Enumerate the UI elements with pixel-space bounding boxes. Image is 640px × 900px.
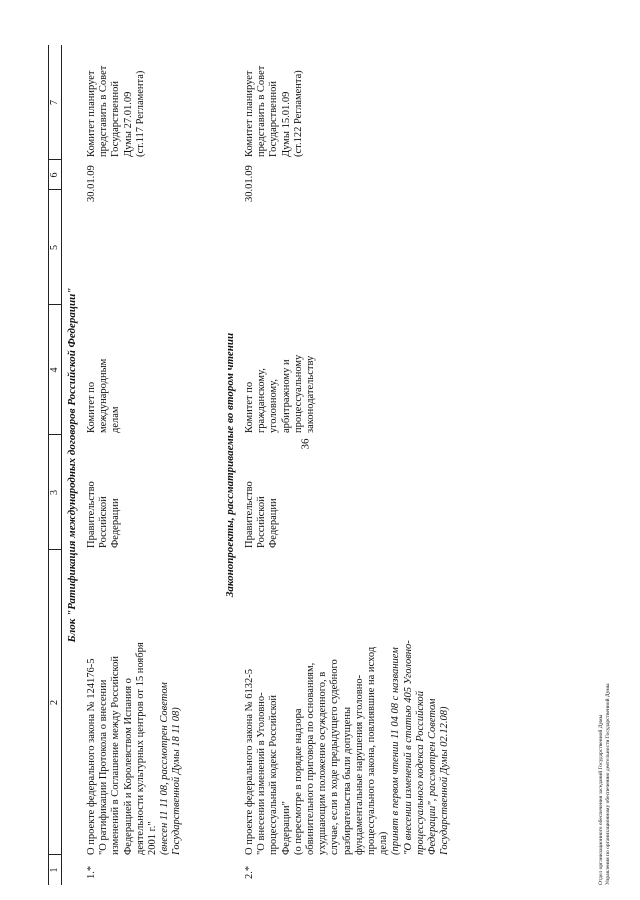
footer-line: Отдел организационного обеспечения заседаний Государственной Думы xyxy=(598,714,604,885)
initiator-line: Федерации xyxy=(110,498,122,548)
block-title-ratification: Блок "Ратификация международных договоров Российской Федерации" xyxy=(66,287,78,643)
committee-line: гражданскому, xyxy=(256,368,268,433)
bill-line: процессуальный кодекс Российской xyxy=(268,694,280,855)
header-col-1: 1 xyxy=(49,867,60,873)
status-line: Комитет планирует xyxy=(86,70,97,157)
header-col-6: 6 xyxy=(49,172,60,178)
block-title-second-reading: Законопроекты, рассматриваемые во втором чтении xyxy=(224,332,236,598)
committee-line: международным xyxy=(98,358,110,433)
status-note xyxy=(244,45,305,157)
bill-note-line: Федерации", рассмотрен Советом xyxy=(427,698,439,855)
bill-line: ухудшающим положение осужденного, в xyxy=(317,671,329,855)
committee-line: уголовному, xyxy=(268,379,280,433)
header-col-5: 5 xyxy=(49,245,60,250)
committee-line: арбитражному и xyxy=(280,359,292,433)
bill-note-line: процессуального кодекса Российской xyxy=(414,690,426,855)
responsible-committee xyxy=(244,307,317,433)
initiator xyxy=(86,436,123,548)
bill-note-line: (внесен 11 11 08, рассмотрен Советом xyxy=(159,682,171,855)
table-header-row xyxy=(48,45,62,885)
bill-line: О проекте федерального закона № 6132-5 xyxy=(244,668,255,855)
bill-note-line: (принят в первом чтении 11 04 08 с названием xyxy=(390,647,402,855)
bill-line: (о пересмотре в порядке надзора xyxy=(292,708,304,855)
status-line: Государственной xyxy=(110,81,122,157)
initiator-line: Правительство xyxy=(244,481,255,548)
status-line: Государственной xyxy=(268,81,280,157)
bill-line: Федерацией и Королевством Испания о xyxy=(122,678,134,855)
initiator-line: Российской xyxy=(98,496,110,548)
bill-description xyxy=(86,555,184,855)
initiator-line: Российской xyxy=(256,496,268,548)
bill-line: О проекте федерального закона № 124176-5 xyxy=(86,658,97,855)
review-date: 30.01.09 xyxy=(86,165,97,202)
status-line: Комитет планирует xyxy=(244,70,255,157)
bill-note-line: Государственной Думы 18 11 08) xyxy=(171,707,183,855)
initiator xyxy=(244,436,281,548)
status-line: (ст.117 Регламента) xyxy=(134,70,146,157)
committee-line: Комитет по xyxy=(86,381,97,433)
committee-line: делам xyxy=(110,406,122,433)
bill-description xyxy=(244,550,451,855)
status-line: представить в Совет xyxy=(98,65,110,157)
committee-line: процессуальному xyxy=(292,354,304,433)
bill-line: Федерации" xyxy=(280,801,292,855)
initiator-line: Правительство xyxy=(86,481,97,548)
document-sheet xyxy=(20,15,620,885)
status-line: Думы 27.01.09 xyxy=(122,91,134,157)
status-line: (ст.122 Регламента) xyxy=(292,70,304,157)
status-note xyxy=(86,45,147,157)
bill-line: "О внесении изменений в Уголовно- xyxy=(256,692,268,855)
committee-line: законодательству xyxy=(305,355,317,433)
bill-line: дела) xyxy=(378,831,390,855)
header-col-2: 2 xyxy=(49,700,60,705)
status-line: Думы 15.01.09 xyxy=(280,91,292,157)
bill-line: процессуального закона, повлиявшие на исход xyxy=(366,646,378,855)
footer-note xyxy=(598,485,612,885)
bill-note-line: Государственной Думы 02.12.08) xyxy=(439,706,451,855)
row-number: 1.* xyxy=(86,865,97,879)
committee-line: Комитет по xyxy=(244,381,255,433)
status-line: представить в Совет xyxy=(256,65,268,157)
bill-line: случае, если в ходе предыдущего судебного xyxy=(329,659,341,855)
bill-line: деятельности культурных центров от 15 ноября xyxy=(134,642,146,855)
footer-line: Управления по организационному обеспечению деятельности Государственной Думы xyxy=(605,683,611,885)
bill-line: фундаментальные нарушения уголовно- xyxy=(353,674,365,855)
initiator-line: Федерации xyxy=(268,498,280,548)
bill-line: изменений в Соглашение между Российской xyxy=(110,656,122,855)
bill-line: "О ратификации Протокола о внесении xyxy=(98,679,110,855)
page-number: 36 xyxy=(299,438,312,450)
row-number: 2.* xyxy=(244,865,255,879)
review-date: 30.01.09 xyxy=(244,165,255,202)
header-col-3: 3 xyxy=(49,490,60,495)
header-col-4: 4 xyxy=(49,367,60,373)
header-col-7: 7 xyxy=(49,100,60,105)
bill-line: 2001 г." xyxy=(147,821,159,855)
bill-line: обвинительного приговора по основаниям, xyxy=(305,662,317,855)
bill-note-line: "О внесении изменений в статью 405 Уголовно- xyxy=(402,640,414,855)
responsible-committee xyxy=(86,307,123,433)
bill-line: разбирательства были допущены xyxy=(341,706,353,855)
